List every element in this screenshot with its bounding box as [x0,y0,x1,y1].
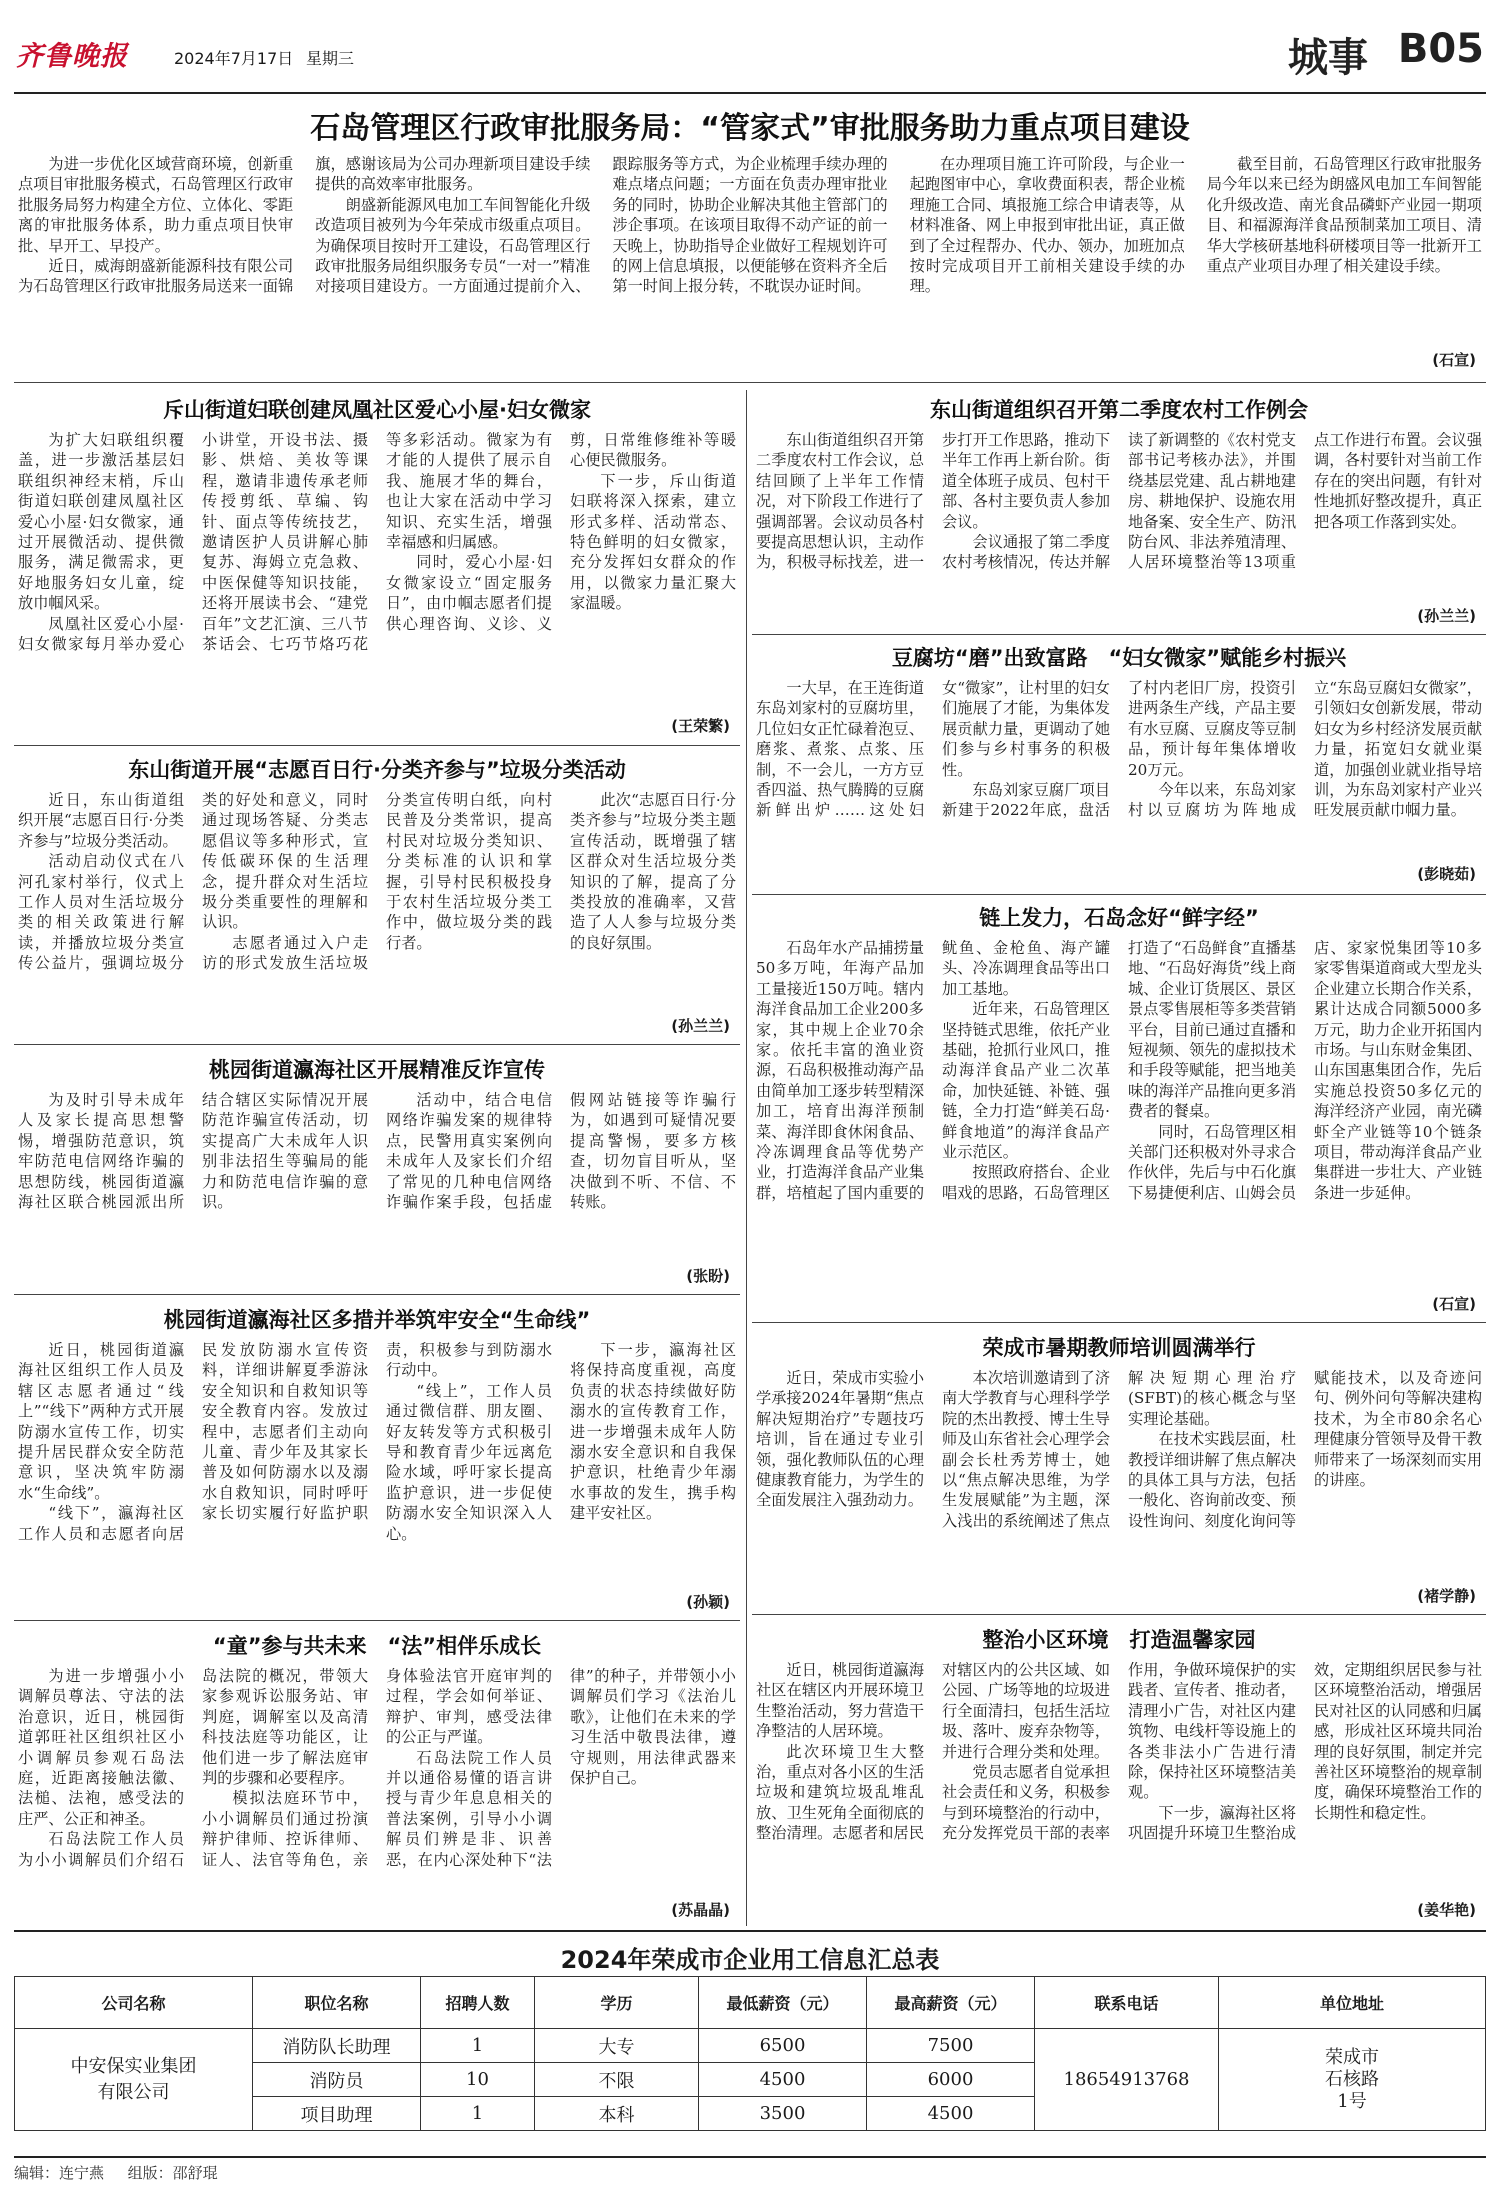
paragraph: 党员志愿者自觉承担社会责任和义务，积极参与到环境整治的行动中，充分发挥党员干部的表率作用，争做环境保护的实践者、宣传者、推动者，清理小广告，对社区内建筑物、电线杆等设施上的各类非法小广告进行清除，保持社区环境整洁美观。 [942,1661,1296,1843]
phone-cell: 18654913768 [1035,2029,1219,2131]
article-byline: (褚学静) [1413,1585,1476,1606]
article-body [14,430,740,730]
article-body [752,430,1486,626]
count-cell: 10 [421,2063,535,2097]
paragraph: 近日，威海朗盛新能源科技有限公司为石岛管理区行政审批服务局送来一面锦旗，感谢该局为公司办理新项目建设手续提供的高效率审批服务。 [18,155,591,296]
education-cell: 不限 [535,2063,699,2097]
paragraph: 近日，桃园街道瀛海社区在辖区内开展环境卫生整治活动，努力营造干净整洁的人居环境。 [756,1661,924,1741]
article-body [752,1660,1486,1918]
col-company: 公司名称 [15,1977,253,2029]
min-salary-cell: 4500 [699,2063,867,2097]
article-title: 桃园街道瀛海社区开展精准反诈宣传 [209,1058,545,1082]
address-cell: 荣成市 石核路 1号 [1219,2029,1486,2131]
paragraph: 为扩大妇联组织覆盖，进一步激活基层妇联组织神经末梢，斥山街道妇联创建凤凰社区爱心小屋·妇女微家，通过开展微活动、提供微服务，满足微需求，更好地服务妇女儿童，绽放巾帼风采。 [18,431,184,613]
paragraph: 朗盛新能源风电加工车间智能化升级改造项目被列为今年荣成市级重点项目。为确保项目按时开工建设，石岛管理区行政审批服务局组织服务专员“一对一”精准对接项目建设方。一方面通过提前介入、跟踪服务等方式，为企业梳理手续办理的难点堵点问题；一方面在负责办理审批业务的同时，协助企业解决其他主管部门的涉企事项。在该项目取得不动产证的前一天晚上，协助指导企业做好工程规划许可的网上信息填报，以便能够在资料齐全后第一时间上报分转，不耽误办证时间。 [315,155,888,296]
position-cell: 消防队长助理 [253,2029,421,2063]
article-title: 豆腐坊“磨”出致富路 “妇女微家”赋能乡村振兴 [891,646,1347,670]
article-title: 桃园街道瀛海社区多措并举筑牢安全“生命线” [163,1308,591,1332]
paragraph: 在技术实践层面，杜教授详细讲解了焦点解决的具体工具与方法，包括一般化、咨询前改变、预设性询问、刻度化询问等赋能技术，以及奇迹问句、例外问句等解决建构技术，为全市80余名心理健康分管领导及骨干教师带来了一场深刻而实用的讲座。 [1128,1369,1482,1530]
article [14,1050,740,1290]
paragraph: 今年以来，东岛刘家村以豆腐坊为阵地成立“东岛豆腐妇女微家”，引领妇女创新发展，带动妇女为乡村经济发展贡献力量，拓宽妇女就业渠道，加强创业就业指导培训，为东岛刘家村产业兴旺发展贡献巾帼力量。 [1128,679,1482,820]
col-education: 学历 [535,1977,699,2029]
paragraph: 为进一步优化区域营商环境，创新重点项目审批服务模式，石岛管理区行政审批服务局努力构建全方位、立体化、零距离的审批服务体系，助力重点项目快审批、早开工、早投产。 [18,155,294,255]
editor-credit: 编辑：连宁燕 [14,2164,105,2182]
article-body [14,1340,740,1610]
paragraph: 同时，爱心小屋·妇女微家设立“固定服务日”，由巾帼志愿者们提供心理咨询、义诊、义剪，日常维修维补等暖心便民微服务。 [386,431,736,633]
article-byline: (石宣) [1428,349,1476,370]
paragraph: 活动启动仪式在八河孔家村举行，仪式上工作人员对生活垃圾分类的相关政策进行解读，并播放垃圾分类宣传公益片，强调垃圾分类的好处和意义，同时通过现场答疑、分类志愿倡议等多种形式，宣传低碳环保的生活理念，提升群众对生活垃圾分类重要性的理解和认识。 [18,791,368,973]
page-footer [14,2162,218,2183]
paragraph: 石岛法院工作人员为小小调解员们介绍石岛法院的概况，带领大家参观诉讼服务站、审判庭，调解室以及高清科技法庭等功能区，让他们进一步了解法庭审判的步骤和必要程序。 [18,1667,368,1869]
article-body [14,154,1486,366]
paragraph: 石岛年水产品捕捞量50多万吨，年海产品加工量接近150万吨。辖内海洋食品加工企业200多家，其中规上企业70余家。依托丰富的渔业资源，石岛积极推动海产品由简单加工逐步转型精深加工，培育出海洋预制菜、海洋即食休闲食品、冷冻调理食品等优势产业，打造海洋食品产业集群，培植起了国内重要的鱿鱼、金枪鱼、海产罐头、冷冻调理食品等出口加工基地。 [756,939,1110,1202]
paragraph: 下一步，瀛海社区将巩固提升环境卫生整治成效，定期组织居民参与社区环境整治活动，增强居民对社区的认同感和归属感，形成社区环境共同治理的良好氛围，制定并完善社区环境整治的规章制度，确保环境整治工作的长期性和稳定性。 [1128,1661,1482,1843]
paragraph: 截至目前，石岛管理区行政审批服务局今年以来已经为朗盛风电加工车间智能化升级改造、南光食品磷虾产业园一期项目、和福源海洋食品预制菜加工项目、清华大学核研基地科研楼项目等一批新开工重点产业项目办理了相关建设手续。 [1206,155,1482,276]
count-cell: 1 [421,2029,535,2063]
divider [752,894,1486,895]
page-header [14,20,1486,88]
max-salary-cell: 6000 [867,2063,1035,2097]
article-byline: (姜华艳) [1413,1899,1476,1920]
paragraph: 按照政府搭台、企业唱戏的思路，石岛管理区打造了“石岛鲜食”直播基地、“石岛好海货”线上商城、企业订货展区、景区景点零售展柜等多类营销平台，目前已通过直播和短视频、领先的虚拟技术和手段等赋能，把当地美味的海洋产品推向更多消费者的餐桌。 [942,939,1296,1202]
position-cell: 项目助理 [253,2097,421,2131]
divider [14,1930,1486,1932]
paragraph: 为及时引导未成年人及家长提高思想警惕，增强防范意识，筑牢防范电信网络诈骗的思想防线，桃园街道瀛海社区联合桃园派出所结合辖区实际情况开展防范诈骗宣传活动，切实提高广大未成年人识别非法招生等骗局的能力和防范电信诈骗的意识。 [18,1091,368,1212]
article-title: 东山街道开展“志愿百日行·分类齐参与”垃圾分类活动 [128,758,626,782]
paragraph: 石岛法院工作人员并以通俗易懂的语言讲授与青少年息息相关的普法案例，引导小小调解员们辨是非、识善恶，在内心深处种下“法律”的种子，并带领小小调解员们学习《法治儿歌》，让他们在未来的学习生活中敬畏法律，遵守规则，用法律武器来保护自己。 [386,1667,736,1869]
col-position: 职位名称 [253,1977,421,2029]
article-byline: (王荣繁) [667,715,730,736]
paragraph: 会议通报了第二季度农村考核情况，传达并解读了新调整的《农村党支部书记考核办法》，并围绕基层党建、乱占耕地建房、耕地保护、设施农用地备案、安全生产、防汛防台风、非法养殖清理、人居环境整治等13项重点工作进行布置。会议强调，各村要针对当前工作存在的突出问题，有针对性地抓好整改提升，真正把各项工作落到实处。 [942,431,1482,572]
article [752,1328,1486,1610]
paragraph: 志愿者通过入户走访的形式发放生活垃圾分类宣传明白纸，向村民普及分类常识，提高村民对垃圾分类知识、分类标准的认识和掌握，引导村民积极投身于农村生活垃圾分类工作中，做垃圾分类的践行者。 [202,791,552,973]
layout-credit: 组版：邵舒琨 [127,2164,218,2182]
page-number: B05 [1397,26,1484,72]
article-title: 东山街道组织召开第二季度农村工作例会 [930,398,1308,422]
paragraph: “线上”，工作人员通过微信群、朋友圈、好友转发等方式积极引导和教育青少年远离危险水域，呼吁家长提高监护意识，进一步促使防溺水安全知识深入人心。 [386,1381,552,1543]
divider [14,745,740,746]
article-title: 整治小区环境 打造温馨家园 [982,1628,1256,1652]
max-salary-cell: 4500 [867,2097,1035,2131]
paragraph: 一大早，在王连街道东岛刘家村的豆腐坊里，几位妇女正忙碌着泡豆、磨浆、煮浆、点浆、压制，不一会儿，一方方豆香四溢、热气腾腾的豆腐新鲜出炉……这处妇女“微家”，让村里的妇女们施展了才能，为集体发展贡献力量，更调动了她们参与乡村事务的积极性。 [756,679,1110,820]
header-rule [14,92,1486,94]
col-max-salary: 最高薪资（元） [867,1977,1035,2029]
article-byline: (石宣) [1428,1293,1476,1314]
max-salary-cell: 7500 [867,2029,1035,2063]
article-byline: (孙兰兰) [667,1015,730,1036]
paragraph: 近日，荣成市实验小学承接2024年暑期“焦点解决短期治疗”专题技巧培训，旨在通过专业引领，强化教师队伍的心理健康教育能力，为学生的全面发展注入强劲动力。 [756,1369,924,1510]
issue-weekday: 星期三 [306,49,355,68]
article-title: 链上发力，石岛念好“鲜字经” [979,906,1259,930]
divider [14,382,1486,383]
article [752,638,1486,888]
article-title: 斥山街道妇联创建凤凰社区爱心小屋·妇女微家 [163,398,591,422]
article-body [752,938,1486,1312]
paragraph: 下一步，瀛海社区将保持高度重视，高度负责的状态持续做好防溺水的宣传教育工作，进一步增强未成年人防溺水安全意识和自我保护意识，杜绝青少年溺水事故的发生，携手构建平安社区。 [570,1341,736,1523]
min-salary-cell: 3500 [699,2097,867,2131]
paragraph: 本次培训邀请到了济南大学教育与心理科学学院的杰出教授、博士生导师及山东省社会心理学会副会长杜秀芳博士，她以“焦点解决思维，为学生发展赋能”为主题，深入浅出的系统阐述了焦点解决短期心理治疗(SFBT)的核心概念与坚实理论基础。 [942,1369,1296,1530]
jobs-table-title: 2024年荣成市企业用工信息汇总表 [560,1946,940,1974]
section-name: 城事 [1288,35,1368,81]
issue-date: 2024年7月17日 [174,49,294,68]
table-row [15,2029,1486,2063]
paragraph: 模拟法庭环节中，小小调解员们通过扮演辩护律师、控诉律师、证人、法官等角色，亲身体验法官开庭审判的过程，学会如何举证、辩护、审判，感受法律的公正与严谨。 [202,1667,552,1869]
article [752,898,1486,1318]
paragraph: 近年来，石岛管理区坚持链式思维，依托产业基础，抢抓行业风口，推动海洋食品产业二次革命，加快延链、补链、强链，全力打造“鲜美石岛·鲜食地道”的海洋食品产业示范区。 [942,1000,1110,1162]
paragraph: 下一步，斥山街道妇联将深入探索，建立形式多样、活动常态、特色鲜明的妇女微家，充分发挥妇女群众的作用，以微家力量汇聚大家温暖。 [570,471,736,613]
newspaper-logo: 齐鲁晚报 [16,41,128,72]
paragraph: 东山街道组织召开第二季度农村工作会议，总结回顾了上半年工作情况，对下阶段工作进行了强调部署。会议动员各村要提高思想认识，主动作为，积极寻标找差，进一步打开工作思路，推动下半年工作再上新台阶。街道全体班子成员、包村干部、各村主要负责人参加会议。 [756,431,1110,572]
divider [752,1322,1486,1323]
article [14,390,740,740]
article [14,1626,740,1924]
paragraph: 为进一步增强小小调解员尊法、守法的法治意识，近日，桃园街道郭旺社区组织社区小小调解员参观石岛法庭，近距离接触法徽、法槌、法袍，感受法的庄严、公正和神圣。 [18,1667,184,1828]
education-cell: 本科 [535,2097,699,2131]
col-phone: 联系电话 [1035,1977,1219,2029]
article-byline: (张盼) [682,1265,730,1286]
divider [752,634,1486,635]
count-cell: 1 [421,2097,535,2131]
article [752,1620,1486,1924]
min-salary-cell: 6500 [699,2029,867,2063]
article [752,390,1486,630]
divider [14,1044,740,1045]
article-body [752,1368,1486,1604]
article-byline: (孙颖) [682,1591,730,1612]
position-cell: 消防员 [253,2063,421,2097]
footer-rule [14,2156,1486,2158]
paragraph: “线下”，瀛海社区工作人员和志愿者向居民发放防溺水宣传资料，详细讲解夏季游泳安全知识和自救知识等安全教育内容。发放过程中，志愿者们主动向儿童、青少年及其家长普及如何防溺水以及溺水自救知识，同时呼吁家长切实履行好监护职责，积极参与到防溺水行动中。 [18,1341,552,1543]
paragraph: 此次环境卫生大整治，重点对各小区的生活垃圾和建筑垃圾乱堆乱放、卫生死角全面彻底的整治清理。志愿者和居民对辖区内的公共区域、如公园、广场等地的垃圾进行全面清扫，包括生活垃圾、落叶、废弃杂物等，并进行合理分类和处理。 [756,1661,1110,1843]
col-count: 招聘人数 [421,1977,535,2029]
col-min-salary: 最低薪资（元） [699,1977,867,2029]
paragraph: 东岛刘家豆腐厂项目新建于2022年底，盘活了村内老旧厂房，投资引进两条生产线，产品主要有水豆腐、豆腐皮等豆制品，预计每年集体增收20万元。 [942,679,1296,820]
col-address: 单位地址 [1219,1977,1486,2029]
table-header-row [15,1977,1486,2029]
article-byline: (彭晓茹) [1413,863,1476,884]
article-title: 荣成市暑期教师培训圆满举行 [982,1336,1256,1360]
paragraph: 凤凰社区爱心小屋·妇女微家每月举办爱心小讲堂，开设书法、摄影、烘焙、美妆等课程，邀请非遗传承老师传授剪纸、草编、钩针、面点等传统技艺，邀请医护人员讲解心肺复苏、海姆立克急救、中医保健等知识技能，还将开展读书会、“建党百年”文艺汇演、三八节茶话会、七巧节烙巧花等多彩活动。微家为有才能的人提供了展示自我、施展才华的舞台，也让大家在活动中学习知识、充实生活，增强幸福感和归属感。 [18,431,552,654]
article-lead [14,104,1486,374]
paragraph: 在办理项目施工许可阶段，与企业一起跑图审中心，拿收费面积表，帮企业梳理施工合同、填报施工综合申请表等，从材料准备、网上申报到审批出证，真正做到了全过程帮办、代办、领办，加班加点按时完成项目开工前相关建设手续的办理。 [909,155,1185,296]
education-cell: 大专 [535,2029,699,2063]
divider [14,1294,740,1295]
article-title: “童”参与共未来 “法”相伴乐成长 [212,1634,542,1658]
article-body [14,1666,740,1918]
company-cell: 中安保实业集团 有限公司 [15,2029,253,2131]
column-divider [746,390,747,1926]
divider [752,1614,1486,1615]
paragraph: 活动中，结合电信网络诈骗发案的规律特点，民警用真实案例向未成年人及家长们介绍了常见的几种电信网络诈骗作案手段，包括虚假网站链接等诈骗行为，如遇到可疑情况要提高警惕，要多方核查，切勿盲目听从，坚决做到不听、不信、不转账。 [386,1091,736,1212]
article-byline: (苏晶晶) [667,1899,730,1920]
paragraph: 近日，桃园街道瀛海社区组织工作人员及辖区志愿者通过“线上”“线下”两种方式开展防溺水宣传工作，切实提升居民群众安全防范意识，坚决筑牢防溺水“生命线”。 [18,1341,184,1502]
article-body [752,678,1486,882]
article-body [14,1090,740,1286]
paragraph: 同时，石岛管理区相关部门还积极对外寻求合作伙伴，先后与中石化旗下易捷便利店、山姆会员店、家家悦集团等10多家零售渠道商或大型龙头企业建立长期合作关系，累计达成合同额5000多万元，助力企业开拓国内市场。与山东财金集团、山东国惠集团合作，先后实施总投资50多亿元的海洋经济产业园，南光磷虾全产业链等10个链条项目，带动海洋食品产业集群进一步壮大、产业链条进一步延伸。 [1128,939,1482,1202]
divider [14,1620,740,1621]
article [14,1300,740,1616]
paragraph: 近日，东山街道组织开展“志愿百日行·分类齐参与”垃圾分类活动。 [18,791,184,850]
jobs-table [14,1976,1486,2131]
article-byline: (孙兰兰) [1413,605,1476,626]
article [14,750,740,1040]
article-body [14,790,740,1034]
article-title: 石岛管理区行政审批服务局：“管家式”审批服务助力重点项目建设 [310,111,1190,146]
paragraph: 此次“志愿百日行·分类齐参与”垃圾分类主题宣传活动，既增强了辖区群众对生活垃圾分类知识的了解，提高了分类投放的准确率，又营造了人人参与垃圾分类的良好氛围。 [570,791,736,952]
